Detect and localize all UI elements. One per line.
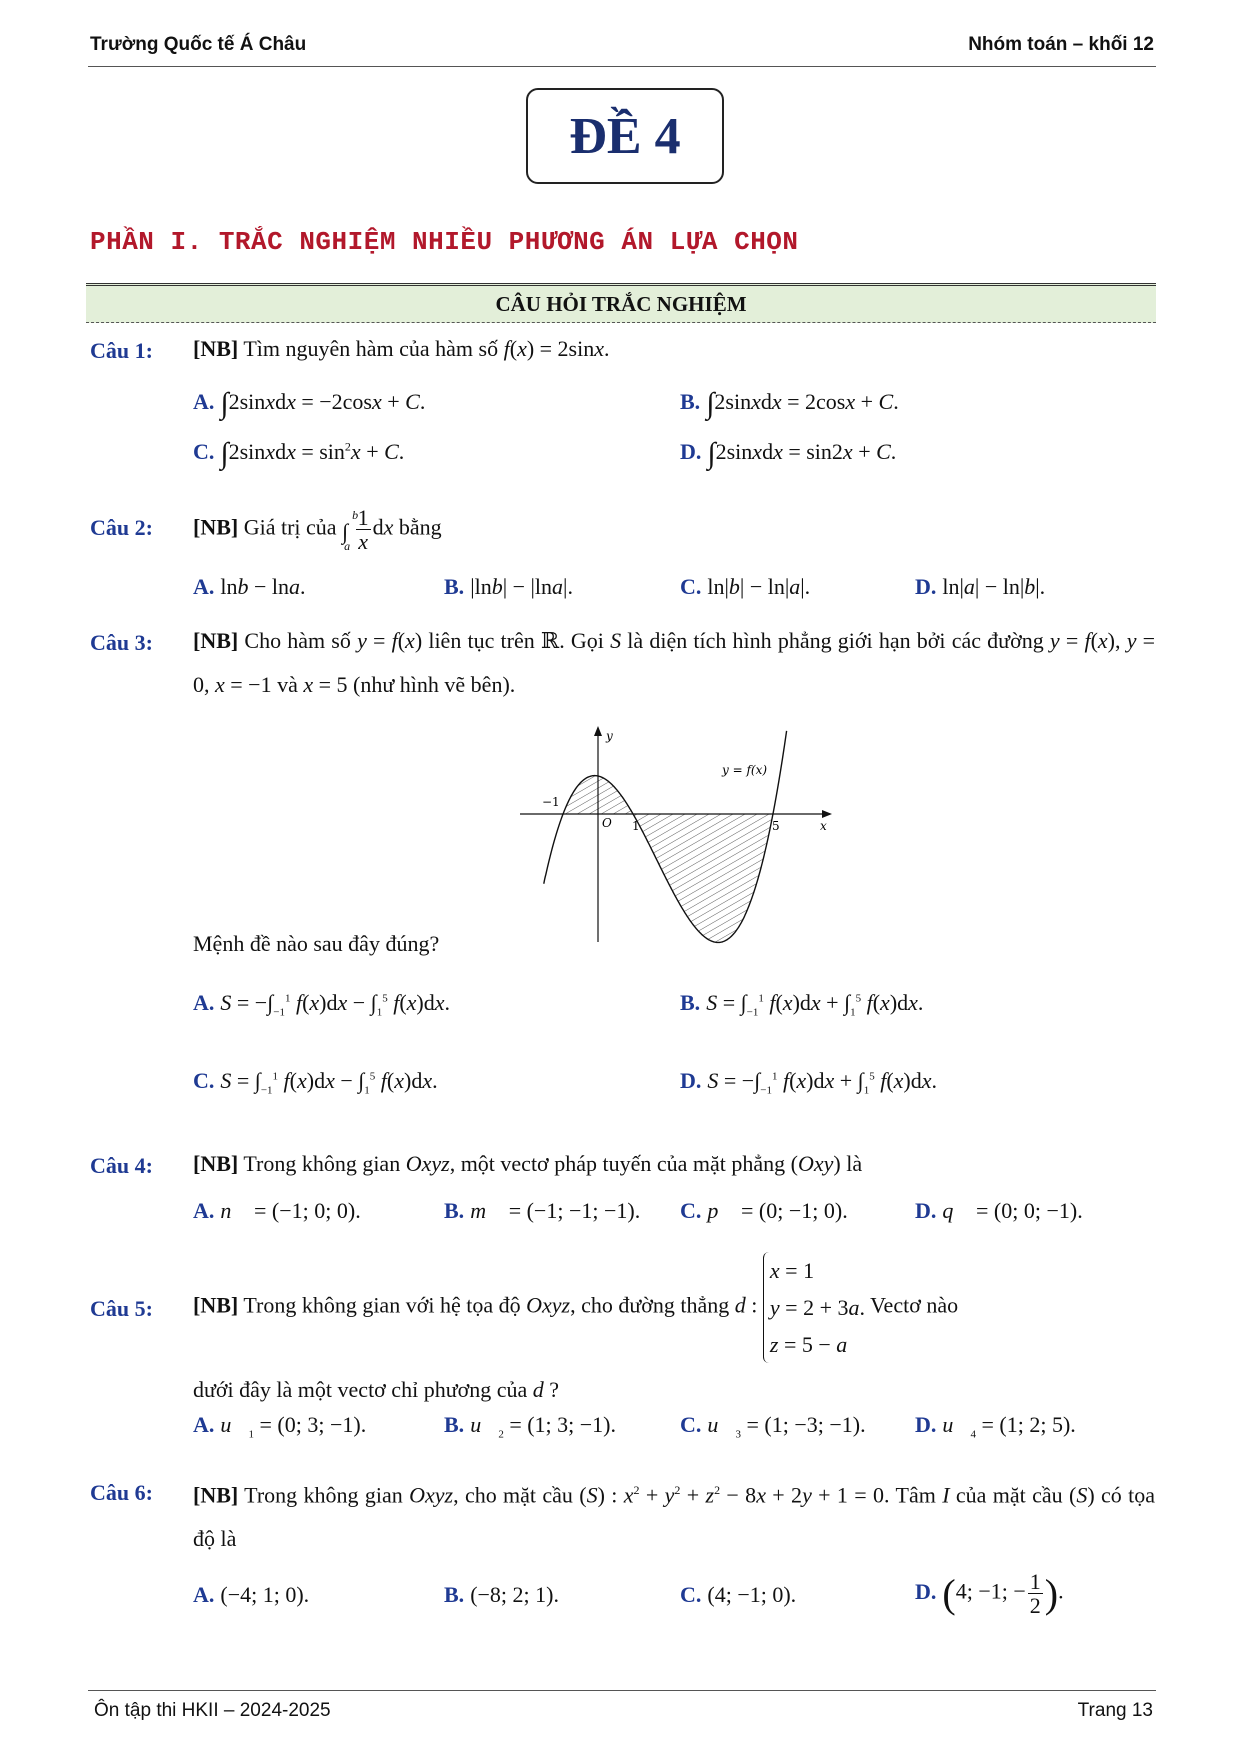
question-1-tag: [NB] bbox=[193, 336, 239, 361]
question-1-option-a[interactable]: A. ∫2sinxdx = −2cosx + C. bbox=[193, 387, 426, 420]
question-3-option-c[interactable]: C. $S = \int_{-1}^1$ $f(x)dx - \int_1^5$ f(x)dx. bbox=[193, 1068, 438, 1097]
shaded-area bbox=[563, 776, 773, 943]
y-axis-arrow bbox=[594, 726, 602, 736]
footer-divider bbox=[88, 1690, 1156, 1691]
question-4-option-b[interactable]: B. m⃗ = (−1; −1; −1). bbox=[444, 1198, 641, 1223]
question-3-label: Câu 3: bbox=[90, 630, 153, 655]
question-5-text: [NB] Trong không gian với hệ tọa độ Oxyz, cho đường thẳng d : x = 1 y = 2 + 3a. z = 5 − a Vectơ nào bbox=[193, 1252, 1155, 1363]
question-5-option-a[interactable]: A. $u⃗_1 = (0$; 3; −1). bbox=[193, 1412, 367, 1441]
tick-label-one: 1 bbox=[632, 819, 640, 833]
question-6-option-d[interactable]: D. (4; −1; − $\frac{1}{2}$ ). bbox=[915, 1569, 1064, 1619]
question-5-label: Câu 5: bbox=[90, 1296, 153, 1321]
question-3-option-a[interactable]: A. $S = -\int_{-1}^1$ $f(x)dx - \int_1^5$ f(x)dx. bbox=[193, 990, 451, 1019]
tick-label-minus-one: −1 bbox=[542, 795, 560, 809]
question-6-label: Câu 6: bbox=[90, 1480, 153, 1505]
question-1-stem: Tìm nguyên hàm của hàm số bbox=[243, 336, 499, 361]
question-6-option-a[interactable]: A. (−4; 1; 0). bbox=[193, 1582, 310, 1607]
header-divider bbox=[88, 66, 1156, 67]
line-system: x = 1 y = 2 + 3a. z = 5 − a bbox=[763, 1252, 865, 1363]
question-1-option-b[interactable]: B. ∫2sinxdx = 2cosx + C. bbox=[680, 387, 899, 420]
question-4-option-d[interactable]: D. q⃗ = (0; 0; −1). bbox=[915, 1198, 1083, 1223]
question-1-option-c[interactable]: C. ∫2sinxdx = $\sin^2x + C$. bbox=[193, 437, 405, 470]
question-2-option-b[interactable]: B. |lnb| − |lna|. bbox=[444, 574, 573, 599]
question-5-option-c[interactable]: C. $u⃗_3 = (1$; −3; −1). bbox=[680, 1412, 866, 1441]
x-axis-label: x bbox=[820, 819, 827, 833]
function-graph bbox=[520, 722, 840, 944]
question-6-text: [NB] Trong không gian Oxyz, cho mặt cầu (S) : $x^2 + y^2 + z^2 - 8x + 2y + 1 = 0$. Tâm I của mặt cầu (S) có tọa độ là bbox=[193, 1482, 1155, 1552]
question-2-label: Câu 2: bbox=[90, 515, 153, 540]
question-1-option-d[interactable]: D. ∫2sinxdx = sin2x + C. bbox=[680, 437, 897, 470]
origin-label: O bbox=[602, 816, 612, 830]
exam-title: ĐỀ 4 bbox=[526, 88, 724, 184]
section-band: CÂU HỎI TRẮC NGHIỆM bbox=[86, 283, 1156, 323]
question-2-option-d[interactable]: D. ln|a| − ln|b|. bbox=[915, 574, 1046, 599]
question-6-option-c[interactable]: C. (4; −1; 0). bbox=[680, 1582, 797, 1607]
question-6-option-b[interactable]: B. (−8; 2; 1). bbox=[444, 1582, 559, 1607]
question-4-text: [NB] Trong không gian Oxyz, một vectơ pháp tuyến của mặt phẳng (Oxy) là bbox=[193, 1151, 863, 1176]
question-5-option-b[interactable]: B. $u⃗_2 = (1$; 3; −1). bbox=[444, 1412, 617, 1441]
question-5-option-d[interactable]: D. $u⃗_4 = (1$; 2; 5). bbox=[915, 1412, 1076, 1441]
question-3-text: [NB] Cho hàm số y = f(x) liên tục trên ℝ. Gọi S là diện tích hình phẳng giới hạn bởi các đường y = f(x), y = 0, x = −1 và x = 5 (như hình vẽ bên). bbox=[193, 628, 1156, 697]
question-2-option-a[interactable]: A. lnb − lna. bbox=[193, 574, 306, 599]
footer-page: Trang 13 bbox=[1077, 1700, 1153, 1721]
question-4-label: Câu 4: bbox=[90, 1153, 153, 1178]
part-title: PHẦN I. TRẮC NGHIỆM NHIỀU PHƯƠNG ÁN LỰA CHỌN bbox=[90, 227, 799, 257]
question-4-option-c[interactable]: C. p⃗ = (0; −1; 0). bbox=[680, 1198, 848, 1223]
y-axis-label: y bbox=[606, 729, 613, 743]
question-3-prompt: Mệnh đề nào sau đây đúng? bbox=[193, 931, 440, 956]
tick-label-five: 5 bbox=[772, 819, 780, 833]
question-1-label: Câu 1: bbox=[90, 338, 153, 363]
curve-label: y = f(x) bbox=[722, 763, 768, 777]
question-3-option-d[interactable]: D. $S = -\int_{-1}^1$ $f(x)dx + \int_1^5$ f(x)dx. bbox=[680, 1068, 938, 1097]
question-5-text-line2: dưới đây là một vectơ chỉ phương của d ? bbox=[193, 1377, 560, 1402]
question-3-option-b[interactable]: B. $S = \int_{-1}^1$ $f(x)dx + \int_1^5$ f(x)dx. bbox=[680, 990, 924, 1019]
question-4-option-a[interactable]: A. n⃗ = (−1; 0; 0). bbox=[193, 1198, 361, 1223]
footer-left: Ôn tập thi HKII – 2024-2025 bbox=[94, 1700, 331, 1721]
header-school: Trường Quốc tế Á Châu bbox=[90, 34, 307, 55]
header-group: Nhóm toán – khối 12 bbox=[968, 34, 1154, 55]
question-1-text: [NB] Tìm nguyên hàm của hàm số f(x) = 2sinx. bbox=[193, 336, 610, 361]
question-2-text: [NB] Giá trị của ∫ b a $\frac{1}{x}$ dx bằng bbox=[193, 504, 442, 554]
question-2-option-c[interactable]: C. ln|b| − ln|a|. bbox=[680, 574, 811, 599]
x-axis-arrow bbox=[822, 810, 832, 818]
